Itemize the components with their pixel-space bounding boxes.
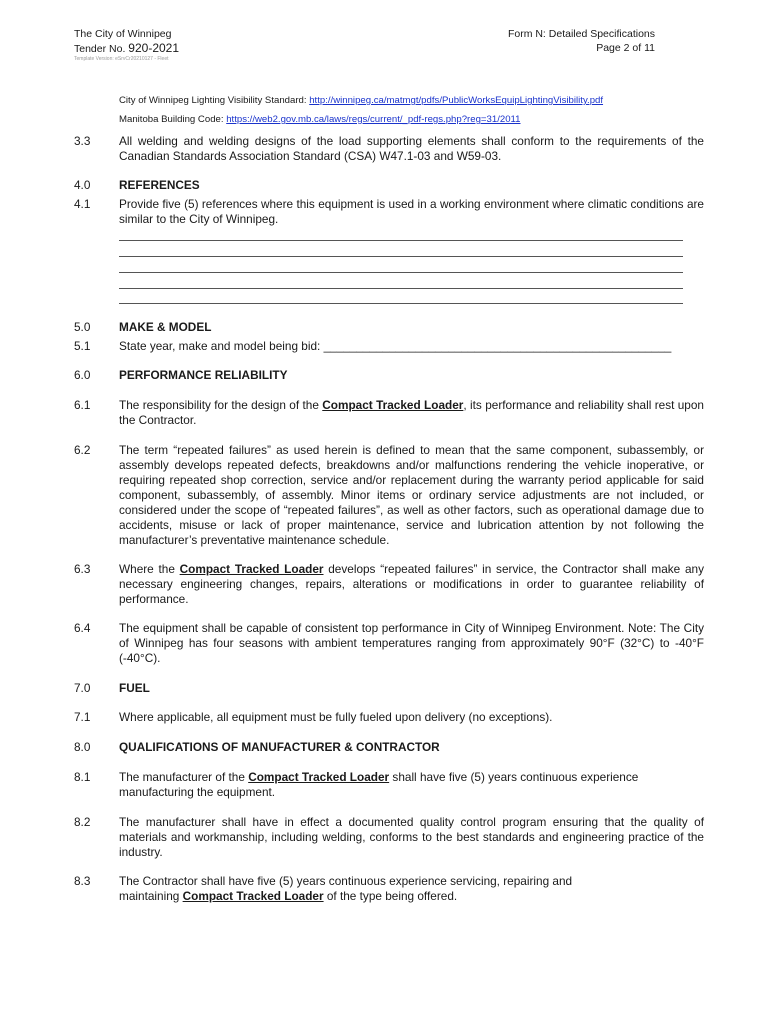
tender-no-value: 920-2021 xyxy=(128,41,180,55)
text-part: of the type being offered. xyxy=(323,889,458,903)
product-name: Compact Tracked Loader xyxy=(179,562,324,576)
reference-line[interactable] xyxy=(119,256,683,257)
section-number: 6.4 xyxy=(74,621,91,635)
text-part: Where the xyxy=(119,562,180,576)
section-4-1 xyxy=(74,197,704,227)
section-text xyxy=(119,874,619,904)
section-4-0 xyxy=(74,178,704,193)
page-header-right xyxy=(508,27,655,55)
section-text: State year, make and model being bid: _____________________________________________________ xyxy=(119,339,672,353)
reference-line[interactable] xyxy=(119,240,683,241)
text-part: The responsibility for the design of the xyxy=(119,398,323,412)
section-7-0 xyxy=(74,681,704,696)
section-number: 5.0 xyxy=(74,320,91,334)
text-part: shall have five (5) years continuous experience manufacturing the equipment. xyxy=(119,770,639,799)
section-8-3 xyxy=(74,874,704,904)
section-text: All welding and welding designs of the load supporting elements shall conform to the requirements of the Canadian Standards Association Standard (CSA) W47.1-03 and W59-03. xyxy=(119,134,704,163)
reference-line[interactable] xyxy=(119,288,683,289)
section-text: The equipment shall be capable of consistent top performance in City of Winnipeg Environment. Note: The City of Winnipeg has four seasons with ambient temperatures ranging from approximately 90°F (32°C) to -40°F (-40°C). xyxy=(119,621,704,665)
section-number: 6.2 xyxy=(74,443,91,457)
section-8-1 xyxy=(74,770,704,800)
section-6-4 xyxy=(74,621,704,666)
lighting-standard-label: City of Winnipeg Lighting Visibility Standard: xyxy=(119,95,310,106)
section-number: 4.1 xyxy=(74,197,91,211)
section-heading: QUALIFICATIONS OF MANUFACTURER & CONTRACTOR xyxy=(119,740,440,754)
section-number: 8.1 xyxy=(74,770,91,784)
section-number: 6.1 xyxy=(74,398,91,412)
product-name: Compact Tracked Loader xyxy=(248,770,390,784)
section-6-0 xyxy=(74,368,704,383)
text-part: The manufacturer of the xyxy=(119,770,249,784)
section-number: 4.0 xyxy=(74,178,91,192)
building-code xyxy=(119,113,521,126)
section-3-3 xyxy=(74,134,704,164)
section-number: 5.1 xyxy=(74,339,91,353)
tender-number xyxy=(74,41,179,56)
section-text: Provide five (5) references where this equipment is used in a working environment where climatic conditions are similar to the City of Winnipeg. xyxy=(119,197,704,226)
section-8-2 xyxy=(74,815,704,860)
reference-line[interactable] xyxy=(119,303,683,304)
section-number: 8.2 xyxy=(74,815,91,829)
template-version: Template Version: eSrvCr20210127 - Fleet xyxy=(74,56,169,62)
product-name: Compact Tracked Loader xyxy=(322,398,464,412)
section-text xyxy=(119,562,704,607)
section-text xyxy=(119,770,704,800)
section-6-3 xyxy=(74,562,704,607)
section-heading: FUEL xyxy=(119,681,150,695)
section-text xyxy=(119,398,704,428)
lighting-standard-link[interactable]: http://winnipeg.ca/matmgt/pdfs/PublicWorksEquipLightingVisibility.pdf xyxy=(309,95,604,106)
text-part: The Contractor shall have five (5) years continuous experience servicing, repairing and maintaining xyxy=(119,874,573,903)
product-name: Compact Tracked Loader xyxy=(182,889,324,903)
section-heading: REFERENCES xyxy=(119,178,200,192)
section-text: The term “repeated failures” as used herein is defined to mean that the same component, subassembly, or assembly develops repeated defects, breakdowns and/or malfunctions rendering the vehicle inoperative, or requiring repeated shop correction, service and/or replacement during the warranty period applicable for said component, subassembly, of assembly. Minor items or ordinary service adjustments are not included, or considered under the scope of “repeated failures”, as well as other factors, such as operational damage due to accidents, misuse or lack of proper maintenance, service and lubrication attention by not following the manufacturer’s preventative maintenance schedule. xyxy=(119,443,704,547)
building-code-label: Manitoba Building Code: xyxy=(119,114,227,125)
section-number: 7.1 xyxy=(74,710,91,724)
section-heading: MAKE & MODEL xyxy=(119,320,212,334)
section-number: 3.3 xyxy=(74,134,91,148)
text-part: , its performance and reliability shall rest upon the Contractor. xyxy=(119,398,704,427)
text-part: develops “repeated failures” in service, the Contractor shall make any necessary engineering changes, repairs, alterations or modifications in order to guarantee reliability of performance. xyxy=(119,562,704,606)
section-heading: PERFORMANCE RELIABILITY xyxy=(119,368,288,382)
section-6-2 xyxy=(74,443,704,548)
building-code-link[interactable]: https://web2.gov.mb.ca/laws/regs/current/_pdf-regs.php?reg=31/2011 xyxy=(226,114,521,125)
section-5-0 xyxy=(74,320,704,335)
section-number: 7.0 xyxy=(74,681,91,695)
reference-line[interactable] xyxy=(119,272,683,273)
form-title: Form N: Detailed Specifications xyxy=(507,28,655,40)
section-6-1 xyxy=(74,398,704,428)
section-text: Where applicable, all equipment must be fully fueled upon delivery (no exceptions). xyxy=(119,710,553,724)
page-number: Page 2 of 11 xyxy=(596,42,655,54)
section-number: 8.0 xyxy=(74,740,91,754)
section-text: The manufacturer shall have in effect a documented quality control program ensuring that the quality of materials and workmanship, including welding, conforms to the best standards and engineering practice of the industry. xyxy=(119,815,704,859)
section-5-1 xyxy=(74,339,704,354)
section-number: 8.3 xyxy=(74,874,91,888)
page-header-left xyxy=(74,27,179,63)
section-8-0 xyxy=(74,740,704,755)
section-7-1 xyxy=(74,710,704,725)
section-number: 6.0 xyxy=(74,368,91,382)
tender-label: Tender No. xyxy=(74,43,126,55)
lighting-standard xyxy=(119,94,603,107)
city-name: The City of Winnipeg xyxy=(74,28,172,40)
section-number: 6.3 xyxy=(74,562,91,576)
